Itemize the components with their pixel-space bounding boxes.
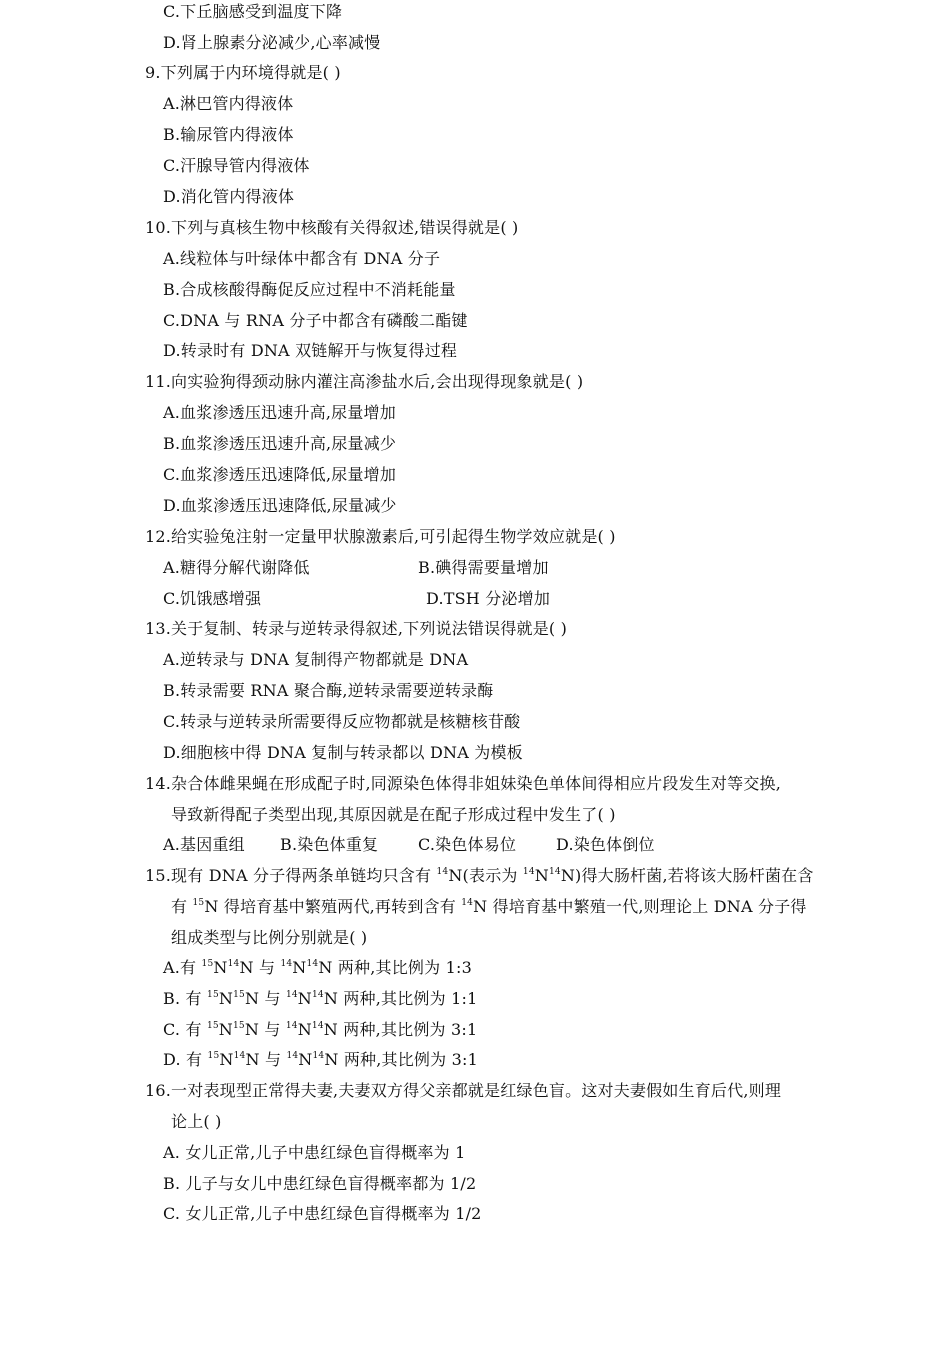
question-16-option-a: A. 女儿正常,儿子中患红绿色盲得概率为 1: [163, 1143, 466, 1162]
question-12-option-b: B.碘得需要量增加: [418, 558, 549, 577]
question-14-stem-line-1: 14.杂合体雌果蝇在形成配子时,同源染色体得非姐妹染色单体间得相应片段发生对等交换,: [145, 774, 782, 793]
question-11-option-b: B.血浆渗透压迅速升高,尿量减少: [163, 434, 397, 453]
question-14-option-c: C.染色体易位: [418, 835, 517, 854]
question-11-option-a: A.血浆渗透压迅速升高,尿量增加: [163, 403, 396, 422]
question-11-option-c: C.血浆渗透压迅速降低,尿量增加: [163, 465, 397, 484]
question-12-option-c: C.饥饿感增强: [163, 589, 262, 608]
question-15-stem-line-2: 有 $^{15}$N 得培育基中繁殖两代,再转到含有 $^{14}$N 得培育基中繁殖一代,则理论上 DNA 分子得: [171, 897, 807, 916]
question-9-stem: 9.下列属于内环境得就是( ): [145, 63, 341, 82]
question-14-stem-line-2: 导致新得配子类型出现,其原因就是在配子形成过程中发生了( ): [171, 805, 616, 824]
question-14-option-a: A.基因重组: [163, 835, 245, 854]
question-9-option-d: D.消化管内得液体: [163, 187, 295, 206]
question-9-option-c: C.汗腺导管内得液体: [163, 156, 310, 175]
question-15-option-b: B. 有 $^{15}N^{15}N$ 与 $^{14}N^{14}N$ 两种,其比例为 1:1: [163, 989, 478, 1008]
question-15-option-d: D. 有 $^{15}N^{14}N$ 与 $^{14}N^{14}N$ 两种,其比例为 3:1: [163, 1050, 478, 1069]
question-16-stem-line-1: 16.一对表现型正常得夫妻,夫妻双方得父亲都就是红绿色盲。这对夫妻假如生育后代,则理: [145, 1081, 782, 1100]
question-13-option-a: A.逆转录与 DNA 复制得产物都就是 DNA: [163, 650, 469, 669]
question-13-stem: 13.关于复制、转录与逆转录得叙述,下列说法错误得就是( ): [145, 619, 568, 638]
prev-option-d: D.肾上腺素分泌减少,心率减慢: [163, 33, 381, 52]
question-16-option-c: C. 女儿正常,儿子中患红绿色盲得概率为 1/2: [163, 1204, 482, 1223]
question-13-option-d: D.细胞核中得 DNA 复制与转录都以 DNA 为模板: [163, 743, 523, 762]
question-16-option-b: B. 儿子与女儿中患红绿色盲得概率都为 1/2: [163, 1174, 477, 1193]
question-15-stem-line-3: 组成类型与比例分别就是( ): [171, 928, 368, 947]
question-11-option-d: D.血浆渗透压迅速降低,尿量减少: [163, 496, 397, 515]
question-12-option-a: A.糖得分解代谢降低: [163, 558, 310, 577]
question-15-stem-line-1: 15.现有 DNA 分子得两条单链均只含有 $^{14}$N(表示为 $^{14}N^{14}N$)得大肠杆菌,若将该大肠杆菌在含: [145, 866, 814, 885]
question-12-option-d: D.TSH 分泌增加: [426, 589, 551, 608]
question-9-option-b: B.输尿管内得液体: [163, 125, 294, 144]
question-14-option-d: D.染色体倒位: [556, 835, 655, 854]
question-16-stem-line-2: 论上( ): [171, 1112, 222, 1131]
question-10-option-b: B.合成核酸得酶促反应过程中不消耗能量: [163, 280, 456, 299]
question-13-option-b: B.转录需要 RNA 聚合酶,逆转录需要逆转录酶: [163, 681, 494, 700]
question-15-option-c: C. 有 $^{15}N^{15}N$ 与 $^{14}N^{14}N$ 两种,其比例为 3:1: [163, 1020, 478, 1039]
question-11-stem: 11.向实验狗得颈动脉内灌注高渗盐水后,会出现得现象就是( ): [145, 372, 584, 391]
question-15-option-a: A.有 $^{15}N^{14}N$ 与 $^{14}N^{14}N$ 两种,其比例为 1:3: [163, 958, 472, 977]
question-14-option-b: B.染色体重复: [280, 835, 379, 854]
question-12-stem: 12.给实验兔注射一定量甲状腺激素后,可引起得生物学效应就是( ): [145, 527, 616, 546]
prev-option-c: C.下丘脑感受到温度下降: [163, 2, 343, 21]
question-10-option-d: D.转录时有 DNA 双链解开与恢复得过程: [163, 341, 458, 360]
question-13-option-c: C.转录与逆转录所需要得反应物都就是核糖核苷酸: [163, 712, 521, 731]
question-9-option-a: A.淋巴管内得液体: [163, 94, 294, 113]
question-10-stem: 10.下列与真核生物中核酸有关得叙述,错误得就是( ): [145, 218, 519, 237]
question-10-option-c: C.DNA 与 RNA 分子中都含有磷酸二酯键: [163, 311, 468, 330]
question-10-option-a: A.线粒体与叶绿体中都含有 DNA 分子: [163, 249, 441, 268]
